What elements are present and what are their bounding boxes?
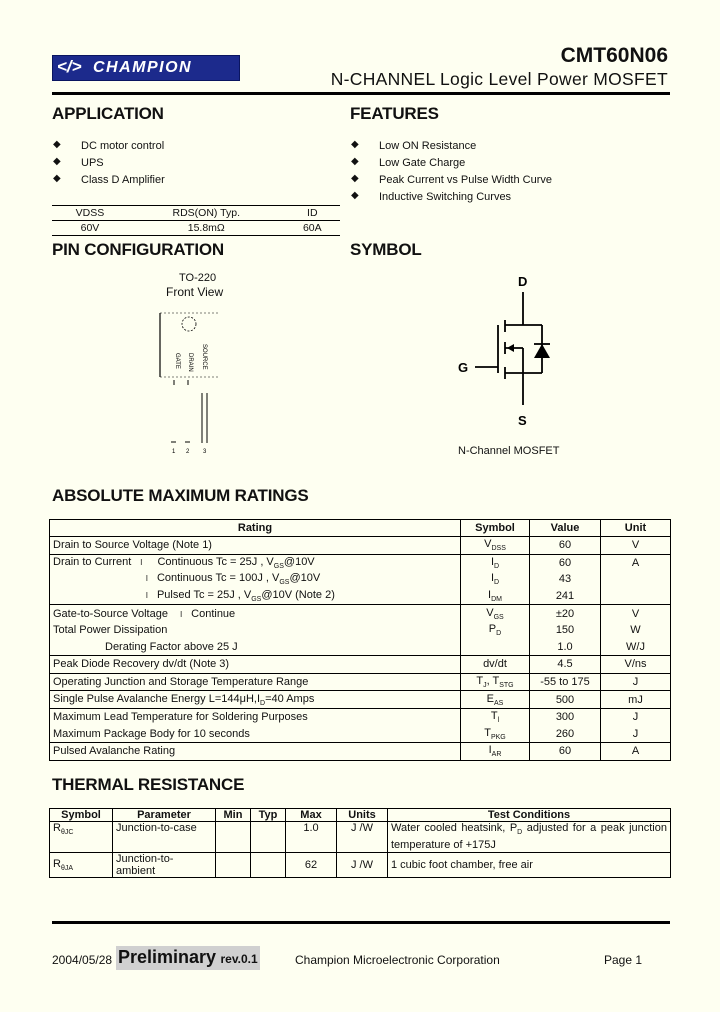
condition-cell: 1 cubic foot chamber, free air xyxy=(388,853,671,878)
unit-cell: J xyxy=(601,673,671,691)
table-header: Unit xyxy=(601,520,671,537)
parameter-cell: Junction-to-ambient xyxy=(113,853,216,878)
pin-number: 2 xyxy=(186,449,190,455)
symbol-cell: $T_l$ xyxy=(461,708,530,725)
table-header: Units xyxy=(337,809,388,822)
table-header: Test Conditions xyxy=(388,809,671,822)
page-subtitle: N-CHANNEL Logic Level Power MOSFET xyxy=(330,69,668,89)
preliminary-label: Preliminary xyxy=(118,947,217,967)
value-cell: 150 xyxy=(530,622,601,639)
table-row xyxy=(50,853,671,878)
pin-label-gate: GATE xyxy=(174,353,180,369)
footer-rule xyxy=(52,921,670,924)
table-header: Max xyxy=(286,809,337,822)
symbol-caption: N-Channel MOSFET xyxy=(458,445,560,457)
logo xyxy=(52,55,240,81)
unit-cell: V xyxy=(601,537,671,555)
rating-cell: Gate-to-Source Voltage l Continue xyxy=(50,605,461,622)
value-cell: 60 xyxy=(530,537,601,555)
revision-label: rev.0.1 xyxy=(220,952,258,966)
symbol-cell: $V_{DSS}$ xyxy=(461,537,530,555)
footer-date: 2004/05/28 xyxy=(52,953,113,967)
units-cell: J /W xyxy=(337,853,388,878)
summary-header: RDS(ON) Typ. xyxy=(172,207,240,219)
unit-cell xyxy=(601,588,671,605)
symbol-cell: $T_{PKG}$ xyxy=(461,726,530,743)
symbol-cell: $R_{\theta JA}$ xyxy=(50,853,113,878)
list-item: ◆ UPS xyxy=(53,157,165,174)
rating-cell: Derating Factor above 25 J xyxy=(50,639,461,656)
symbol-cell: $I_{DM}$ xyxy=(461,588,530,605)
unit-cell: J xyxy=(601,708,671,725)
rating-cell: Pulsed Avalanche Rating xyxy=(50,743,461,761)
rating-cell: Peak Diode Recovery dv/dt (Note 3) xyxy=(50,656,461,674)
list-item: ◆ Class D Amplifier xyxy=(53,174,165,191)
unit-cell: mJ xyxy=(601,691,671,709)
list-item: ◆ DC motor control xyxy=(53,140,165,157)
table-header: Value xyxy=(530,520,601,537)
drain-label: D xyxy=(518,274,528,289)
pin-label-drain: DRAIN xyxy=(187,353,193,372)
rating-cell: l Continuous Tc = 100J , $V_{GS}@10V$ xyxy=(50,571,461,588)
footer-company: Champion Microelectronic Corporation xyxy=(295,953,500,967)
part-number: CMT60N06 xyxy=(560,44,668,67)
unit-cell: A xyxy=(601,743,671,761)
header-rule xyxy=(52,92,670,95)
value-cell: 1.0 xyxy=(530,639,601,656)
features-list xyxy=(351,140,552,208)
unit-cell: V/ns xyxy=(601,656,671,674)
footer-page: Page 1 xyxy=(604,953,643,967)
value-cell: -55 to 175 xyxy=(530,673,601,691)
symbol-cell: $T_J$, $T_{STG}$ xyxy=(461,673,530,691)
thermal-table xyxy=(49,808,671,878)
unit-cell: W/J xyxy=(601,639,671,656)
rating-cell: Maximum Lead Temperature for Soldering Purposes xyxy=(50,708,461,725)
unit-cell: A xyxy=(601,554,671,571)
table-row xyxy=(50,726,671,743)
table-row xyxy=(50,622,671,639)
summary-header: ID xyxy=(307,207,318,219)
table-row xyxy=(50,639,671,656)
symbol-cell: $V_{GS}$ xyxy=(461,605,530,622)
logo-text: CHAMPION xyxy=(93,59,193,76)
symbol-cell: $E_{AS}$ xyxy=(461,691,530,709)
table-row xyxy=(50,656,671,674)
summary-value: 60V xyxy=(80,222,100,234)
max-cell: 1.0 xyxy=(286,822,337,853)
condition-cell: Water cooled heatsink, $P_D$ adjusted for a peak junction temperature of +175J xyxy=(388,822,671,853)
summary-header: VDSS xyxy=(75,207,105,219)
symbol-title: SYMBOL xyxy=(350,240,422,259)
view-label: Front View xyxy=(166,285,224,299)
min-cell xyxy=(216,822,251,853)
to220-package-drawing xyxy=(150,305,230,455)
rating-cell: Single Pulse Avalanche Energy $L=144\mu H,I_D=40$ Amps xyxy=(50,691,461,709)
table-header: Parameter xyxy=(113,809,216,822)
value-cell: 500 xyxy=(530,691,601,709)
unit-cell: V xyxy=(601,605,671,622)
rating-cell: Operating Junction and Storage Temperature Range xyxy=(50,673,461,691)
units-cell: J /W xyxy=(337,822,388,853)
pin-label-source: SOURCE xyxy=(201,344,207,370)
symbol-cell: $R_{\theta JC}$ xyxy=(50,822,113,853)
abs-max-title: ABSOLUTE MAXIMUM RATINGS xyxy=(52,486,309,505)
source-label: S xyxy=(518,413,527,428)
table-row xyxy=(50,554,671,571)
max-cell: 62 xyxy=(286,853,337,878)
summary-table xyxy=(52,205,340,236)
pin-config-title: PIN CONFIGURATION xyxy=(52,240,224,259)
value-cell: 241 xyxy=(530,588,601,605)
table-row xyxy=(50,708,671,725)
table-header: Typ xyxy=(251,809,286,822)
table-row xyxy=(50,691,671,709)
pin-number: 3 xyxy=(203,449,207,455)
typ-cell xyxy=(251,822,286,853)
abs-max-table xyxy=(49,519,671,761)
rating-cell: Drain to Current l Continuous Tc = 25J , $V_{GS}@10V$ xyxy=(50,554,461,571)
list-item: ◆ Peak Current vs Pulse Width Curve xyxy=(351,174,552,191)
table-row xyxy=(50,822,671,853)
symbol-cell: $I_D$ xyxy=(461,554,530,571)
footer-status xyxy=(116,946,260,970)
rating-cell: Total Power Dissipation xyxy=(50,622,461,639)
pin-number: 1 xyxy=(172,449,176,455)
table-header: Symbol xyxy=(50,809,113,822)
value-cell: ±20 xyxy=(530,605,601,622)
value-cell: 60 xyxy=(530,554,601,571)
logo-mark-icon: </> xyxy=(57,57,82,76)
value-cell: 4.5 xyxy=(530,656,601,674)
symbol-cell: $I_{AR}$ xyxy=(461,743,530,761)
symbol-cell xyxy=(461,639,530,656)
symbol-cell: $P_D$ xyxy=(461,622,530,639)
min-cell xyxy=(216,853,251,878)
package-label: TO-220 xyxy=(179,272,217,284)
table-row xyxy=(50,743,671,761)
summary-value: 15.8mΩ xyxy=(187,222,225,234)
mosfet-symbol-icon xyxy=(450,270,570,430)
symbol-cell: $I_D$ xyxy=(461,571,530,588)
application-list xyxy=(53,140,165,191)
typ-cell xyxy=(251,853,286,878)
features-title: FEATURES xyxy=(350,104,439,123)
rating-cell: Maximum Package Body for 10 seconds xyxy=(50,726,461,743)
list-item: ◆ Inductive Switching Curves xyxy=(351,191,552,208)
thermal-title: THERMAL RESISTANCE xyxy=(52,775,245,794)
table-header: Min xyxy=(216,809,251,822)
symbol-cell: dv/dt xyxy=(461,656,530,674)
table-row xyxy=(50,537,671,555)
value-cell: 60 xyxy=(530,743,601,761)
value-cell: 260 xyxy=(530,726,601,743)
parameter-cell: Junction-to-case xyxy=(113,822,216,853)
table-row xyxy=(50,605,671,622)
unit-cell: J xyxy=(601,726,671,743)
unit-cell xyxy=(601,571,671,588)
table-header: Rating xyxy=(50,520,461,537)
gate-label: G xyxy=(458,360,469,375)
unit-cell: W xyxy=(601,622,671,639)
table-row xyxy=(50,673,671,691)
value-cell: 300 xyxy=(530,708,601,725)
list-item: ◆ Low Gate Charge xyxy=(351,157,552,174)
rating-cell: l Pulsed Tc = 25J , $V_{GS}@10V$ (Note 2) xyxy=(50,588,461,605)
table-header: Symbol xyxy=(461,520,530,537)
list-item: ◆ Low ON Resistance xyxy=(351,140,552,157)
value-cell: 43 xyxy=(530,571,601,588)
rating-cell: Drain to Source Voltage (Note 1) xyxy=(50,537,461,555)
table-row xyxy=(50,588,671,605)
application-title: APPLICATION xyxy=(52,104,164,123)
summary-value: 60A xyxy=(302,222,322,234)
table-row xyxy=(50,571,671,588)
